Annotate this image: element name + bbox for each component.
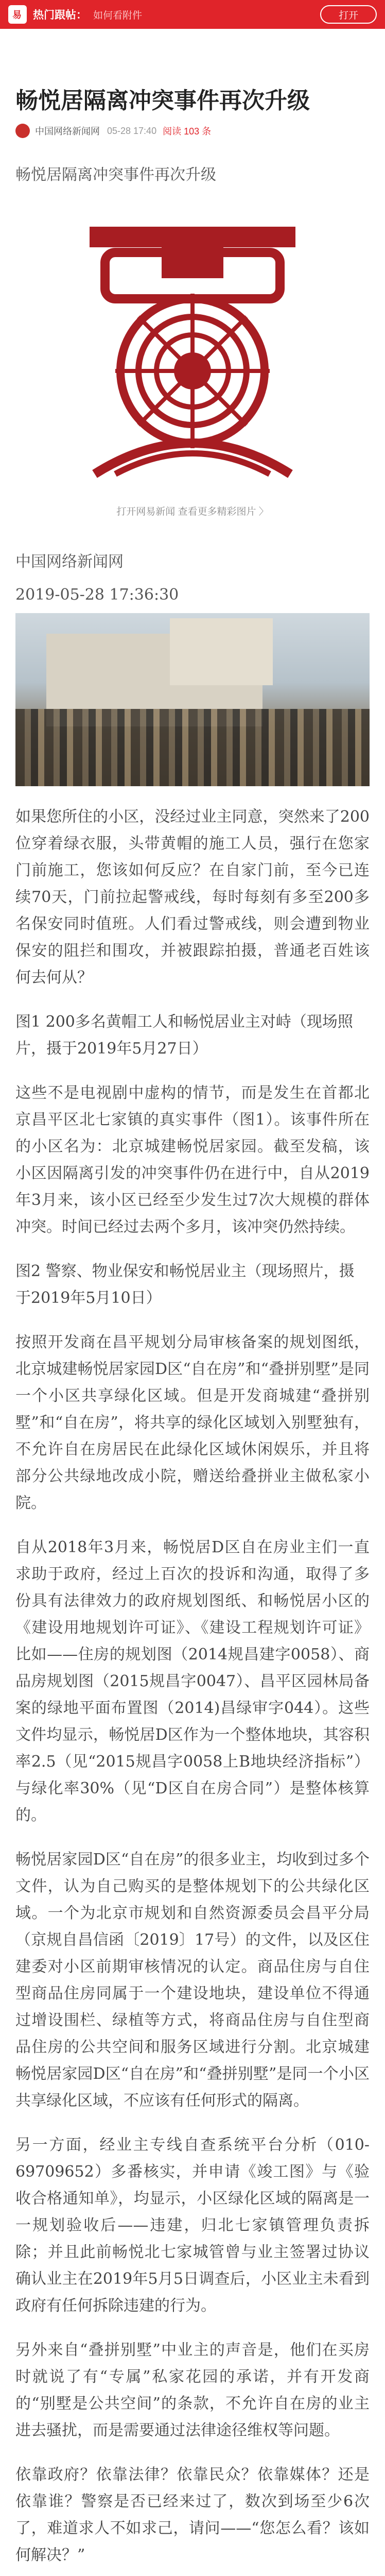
paragraph: 依靠政府？依靠法律？依靠民众？依靠媒体？还是依靠谁？警察是否已经来过了，数次到场至少6次了，难道求人不如求己，请问——“您怎么看？该如何解决？” xyxy=(15,2466,370,2564)
paragraph: 这些不是电视剧中虚构的情节，而是发生在首都北京昌平区北七家镇的真实事件（图1）。该事件所在的小区名为：北京城建畅悦居家园。截至发稿，该小区因隔离引发的冲突事件仍在进行中，自从2019年3月来，该小区已经至少发生过7次大规模的群体冲突。时间已经过去两个多月，该冲突仍然持续。 xyxy=(15,1084,370,1236)
conflict-scene-photo[interactable] xyxy=(15,613,370,786)
photo-crowd xyxy=(15,709,370,786)
content-datetime: 2019-05-28 17:36:30 xyxy=(15,586,179,604)
article-lead: 畅悦居隔离冲突事件再次升级 xyxy=(15,166,216,184)
paragraph: 如果您所住的小区，没经过业主同意，突然来了200位穿着绿衣服，头带黄帽的施工人员，强行在您家门前施工，您该如何反应？在自家门前，至今已连续70天，门前拉起警戒线，每时每刻有多至200多名保安同时值班。人们看过警戒线，则会遭到物业保安的阻拦和围攻，并被跟踪拍摄，普通老百姓该何去何从？ xyxy=(15,808,370,987)
article-title: 畅悦居隔离冲突事件再次升级 xyxy=(15,88,310,114)
photo-building-upper xyxy=(170,618,273,685)
paragraph: 另外来自“叠拼别墅”中业主的声音是，他们在买房时就说了有“专属”私家花园的承诺，并有开发商的“别墅是公共空间”的条款，不允许自在房的业主进去骚扰，而是需要通过法律途径维权等问题。 xyxy=(15,2341,370,2439)
open-app-more-images-link[interactable]: 打开网易新闻 查看更多精彩图片 〉 xyxy=(116,506,269,517)
emblem-graphic xyxy=(84,216,301,484)
open-app-button[interactable]: 打开 xyxy=(320,5,377,24)
source-name[interactable]: 中国网络新闻网 xyxy=(35,126,100,137)
publish-date: 05-28 17:40 xyxy=(107,125,157,136)
hot-comments-hint[interactable]: 如何看附件 xyxy=(93,10,143,21)
paragraph: 另一方面，经业主专线自查系统平台分析（010-69709652）多番核实，并申请《竣工图》与《验收合格通知单》，均显示，小区绿化区域的隔离是一一规划验收后——违建，归北七家镇管理负责拆除；并且此前畅悦北七家城管曾与业主签署过协议确认业主在2019年5月5日调查后，小区业主未看到政府有任何拆除违建的行为。 xyxy=(15,2136,370,2315)
svg-text:易: 易 xyxy=(12,10,22,20)
article-content xyxy=(0,29,385,2576)
netease-logo-icon xyxy=(8,5,27,24)
source-avatar[interactable] xyxy=(15,124,30,138)
figure-caption: 图1 200多名黄帽工人和畅悦居业主对峙（现场照片，摄于2019年5月27日） xyxy=(15,1013,353,1058)
paragraph: 按照开发商在昌平规划分局审核备案的规划图纸，北京城建畅悦居家园D区“自在房”和“叠拼别墅”是同一个小区共享绿化区域。但是开发商城建“叠拼别墅”和“自在房”，将共享的绿化区域划入别墅独有，不允许自在房居民在此绿化区域休闲娱乐，并且将部分公共绿地改成小院，赠送给叠拼业主做私家小院。 xyxy=(15,1333,370,1512)
article-meta xyxy=(15,124,370,138)
paragraph: 畅悦居家园D区“自在房”的很多业主，均收到过多个文件，认为自己购买的是整体规划下的公共绿化区域。一个为北京市规划和自然资源委员会昌平分局（京规自昌信函〔2019〕17号）的文件，以及区住建委对小区前期审核情况的认定。商品住房与自住型商品住房同属于一个建设地块，建设单位不得通过增设围栏、绿植等方式，将商品住房与自住型商品住房的公共空间和服务区域进行分割。北京城建畅悦居家园D区“自在房”和“叠拼别墅”是同一个小区共享绿化区域，不应该有任何形式的隔离。 xyxy=(15,1851,370,2110)
figure-caption: 图2 警察、物业保安和畅悦居业主（现场照片，摄于2019年5月10日） xyxy=(15,1262,355,1307)
hero-emblem-image[interactable] xyxy=(15,205,370,496)
content-source: 中国网络新闻网 xyxy=(15,553,124,571)
read-count: 阅读 103 条 xyxy=(163,126,212,137)
paragraph: 自从2018年3月来，畅悦居D区自在房业主们一直求助于政府，经过上百次的投诉和沟通，取得了多份具有法律效力的政府规划图纸、和畅悦居小区的《建设用地规划许可证》、《建设工程规划许可证》比如——住房的规划图（2014规昌建字0058）、商品房规划图（2015规昌字0047）、昌平区园林局备案的绿地平面布置图（2014)昌绿审字044）。这些文件均显示，畅悦居D区作为一个整体地块，其容积率2.5（见“2015规昌字0058上B地块经济指标”）与绿化率30%（见“D区自在房合同”）是整体核算的。 xyxy=(15,1538,370,1824)
hot-comments-label: 热门跟帖： xyxy=(33,9,87,21)
top-banner xyxy=(0,0,385,29)
